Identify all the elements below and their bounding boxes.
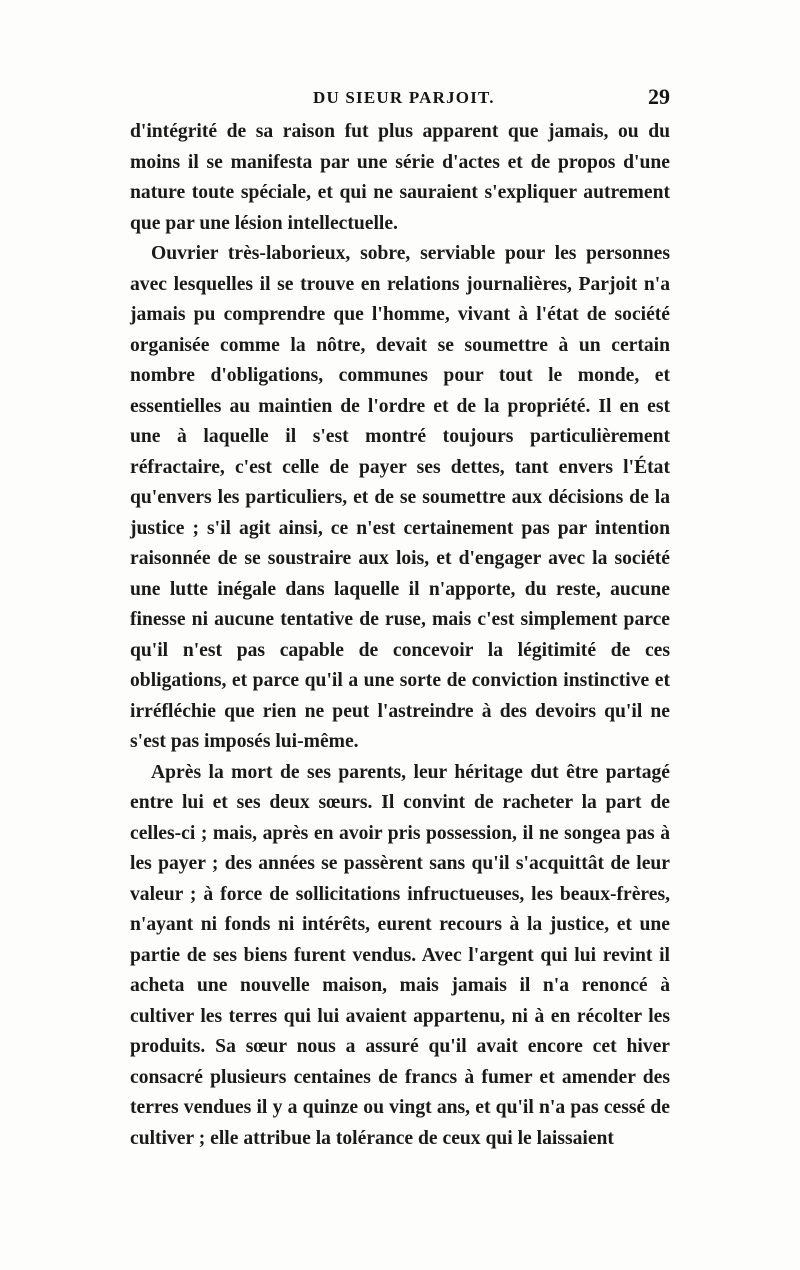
page-number: 29 bbox=[648, 84, 670, 109]
body-text bbox=[130, 117, 670, 1154]
page-header bbox=[130, 84, 670, 118]
running-head: DU SIEUR PARJOIT. bbox=[313, 88, 495, 107]
paragraph: Ouvrier très-laborieux, sobre, serviable pour les personnes avec lesquelles il se trouve en relations journalières, Parjoit n'a jamais pu comprendre que l'homme, vivant à l'état de société organisée comme la nôtre, devait se soumettre à un certain nombre d'obligations, communes pour tout le monde, et essentielles au maintien de l'ordre et de la propriété. Il en est une à laquelle il s'est montré toujours particulièrement réfractaire, c'est celle de payer ses dettes, tant envers l'État qu'envers les particuliers, et de se soumettre aux décisions de la justice ; s'il agit ainsi, ce n'est certainement pas par intention raisonnée de se soustraire aux lois, et d'engager avec la société une lutte inégale dans laquelle il n'apporte, du reste, aucune finesse ni aucune tentative de ruse, mais c'est simplement parce qu'il n'est pas capable de concevoir la légitimité de ces obligations, et parce qu'il a une sorte de conviction instinctive et irréfléchie que rien ne peut l'astreindre à des devoirs qu'il ne s'est pas imposés lui-même. bbox=[130, 243, 670, 752]
paragraph-continuation: d'intégrité de sa raison fut plus apparent que jamais, ou du moins il se manifesta par une série d'actes et de propos d'une nature toute spéciale, et qui ne sauraient s'expliquer autrement que par une lésion intellectuelle. bbox=[130, 121, 670, 234]
paragraph: Après la mort de ses parents, leur héritage dut être partagé entre lui et ses deux sœurs. Il convint de racheter la part de celles-ci ; mais, après en avoir pris possession, il ne songea pas à les payer ; des années se passèrent sans qu'il s'acquittât de leur valeur ; à force de sollicitations infructueuses, les beaux-frères, n'ayant ni fonds ni intérêts, eurent recours à la justice, et une partie de ses biens furent vendus. Avec l'argent qui lui revint il acheta une nouvelle maison, mais jamais il n'a renoncé à cultiver les terres qui lui avaient appartenu, ni à en récolter les produits. Sa sœur nous a assuré qu'il avait encore cet hiver consacré plusieurs centaines de francs à fumer et amender des terres vendues il y a quinze ou vingt ans, et qu'il n'a pas cessé de cultiver ; elle attribue la tolérance de ceux qui le laissaient bbox=[130, 761, 670, 1149]
